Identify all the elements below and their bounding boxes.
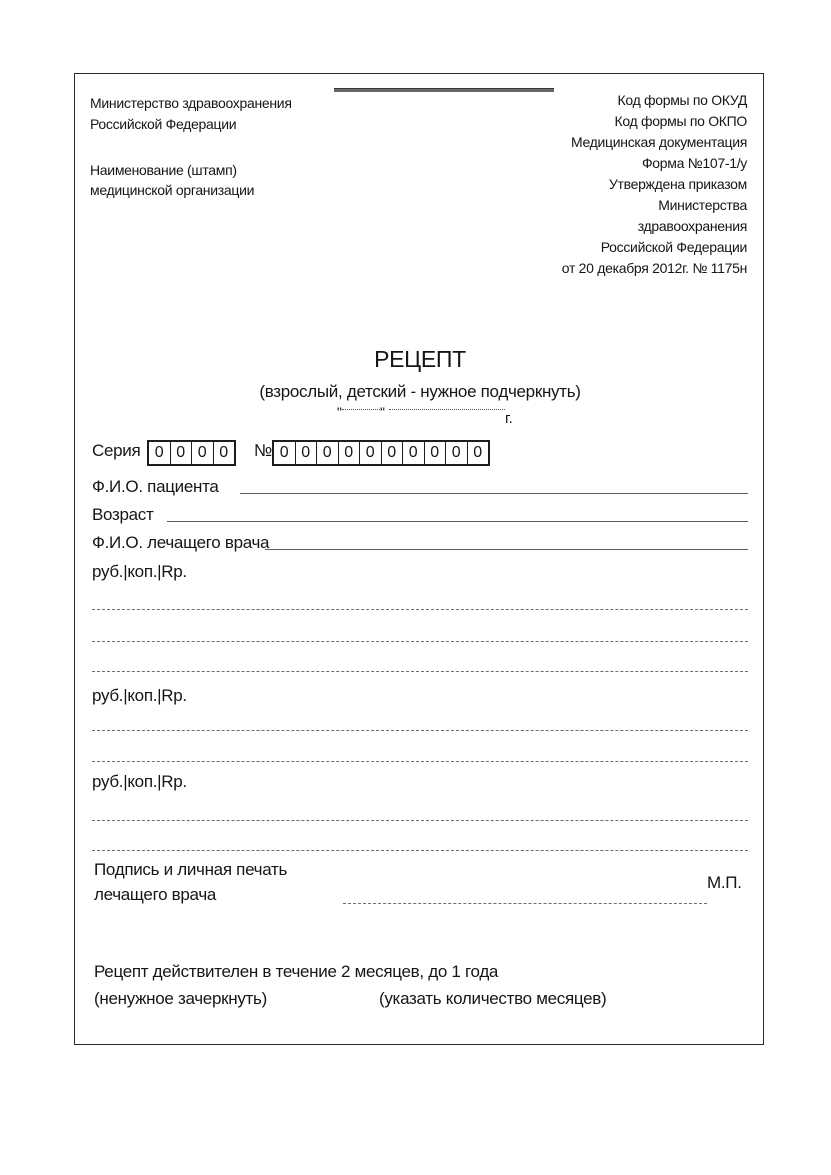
rp-line[interactable]: [92, 641, 748, 642]
okpo-code: Код формы по ОКПО: [614, 113, 747, 129]
stamp-place-label: М.П.: [707, 873, 742, 892]
org-stamp-line-2: медицинской организации: [90, 182, 255, 198]
signature-label-line-2: лечащего врача: [94, 885, 217, 904]
health-word: здравоохранения: [637, 218, 747, 234]
form-subtitle: (взрослый, детский - нужное подчеркнуть): [259, 382, 581, 401]
number-digit: 0: [425, 442, 447, 464]
patient-name-label: Ф.И.О. пациента: [92, 477, 219, 496]
validity-note-months: (указать количество месяцев): [379, 989, 607, 1008]
number-digit: 0: [360, 442, 382, 464]
number-digit: 0: [296, 442, 318, 464]
age-label: Возраст: [92, 505, 154, 524]
number-digit: 0: [382, 442, 404, 464]
series-label: Серия: [92, 441, 141, 460]
ministry-line-1: Министерство здравоохранения: [90, 95, 292, 111]
number-digit: 0: [446, 442, 468, 464]
ministry-line-2: Российской Федерации: [90, 116, 237, 132]
rp-line[interactable]: [92, 761, 748, 762]
header-right-block: [562, 90, 747, 279]
series-digit: 0: [192, 442, 214, 464]
series-digit: 0: [171, 442, 193, 464]
form-number: Форма №107-1/у: [641, 155, 747, 171]
age-field[interactable]: [167, 521, 748, 522]
rp-line[interactable]: [92, 609, 748, 610]
form-title: РЕЦЕПТ: [374, 346, 466, 372]
number-digit: 0: [403, 442, 425, 464]
patient-name-field[interactable]: [240, 493, 748, 494]
approved-by: Утверждена приказом: [608, 176, 747, 192]
series-cells: [147, 440, 236, 466]
med-doc-label: Медицинская документация: [570, 134, 747, 150]
date-day-line: [342, 409, 382, 410]
rp-line[interactable]: [92, 850, 748, 851]
number-digit: 0: [473, 444, 483, 461]
rp-label: руб.|коп.|Rp.: [92, 562, 187, 581]
series-digit: 0: [219, 444, 229, 461]
doctor-name-label: Ф.И.О. лечащего врача: [92, 533, 270, 552]
okud-code: Код формы по ОКУД: [617, 92, 747, 108]
date-quote-open: ": [337, 404, 342, 420]
order-date: от 20 декабря 2012г. № 1175н: [561, 260, 747, 276]
prescription-form: [74, 73, 764, 1045]
rp-label: руб.|коп.|Rp.: [92, 772, 187, 791]
number-digit: 0: [339, 442, 361, 464]
number-label: №: [254, 441, 272, 460]
number-digit: 0: [274, 442, 296, 464]
rp-label: руб.|коп.|Rp.: [92, 686, 187, 705]
rp-line[interactable]: [92, 730, 748, 731]
ministry-word: Министерства: [658, 197, 747, 213]
doctor-name-field[interactable]: [265, 549, 748, 550]
series-digit: 0: [149, 442, 171, 464]
validity-text: Рецепт действителен в течение 2 месяцев, до 1 года: [94, 962, 499, 981]
number-cells: [272, 440, 490, 466]
org-stamp-line-1: Наименование (штамп): [90, 162, 237, 178]
signature-label-line-1: Подпись и личная печать: [94, 860, 288, 879]
date-quote-close: ": [380, 404, 385, 420]
validity-note-strike: (ненужное зачеркнуть): [94, 989, 267, 1008]
rp-line[interactable]: [92, 820, 748, 821]
date-month-line: [389, 409, 505, 410]
top-decorative-line: [334, 88, 554, 92]
federation-word: Российской Федерации: [600, 239, 747, 255]
rp-line[interactable]: [92, 671, 748, 672]
number-digit: 0: [317, 442, 339, 464]
signature-field[interactable]: [343, 903, 707, 904]
date-year-suffix: г.: [505, 410, 513, 427]
